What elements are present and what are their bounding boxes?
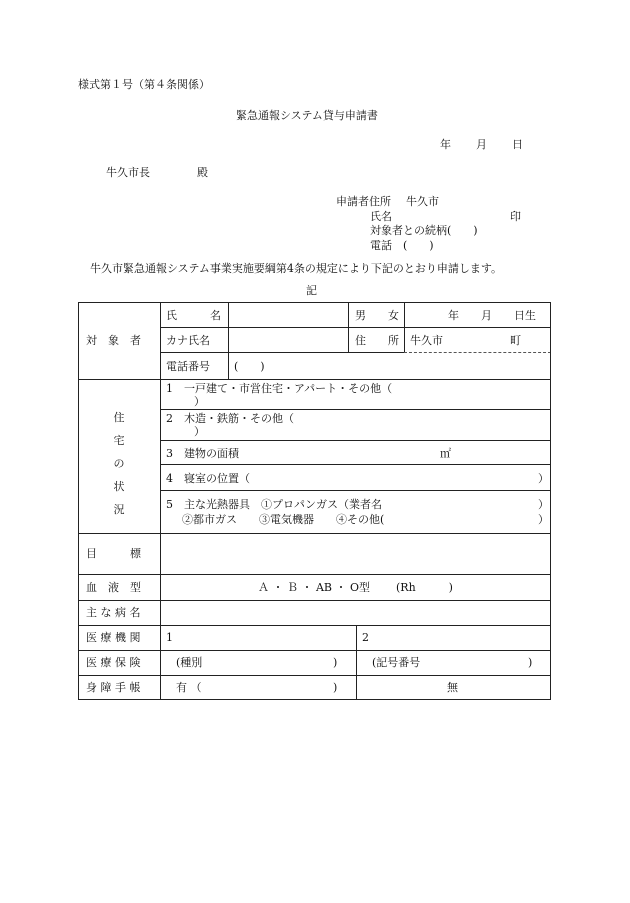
- blood-type-options[interactable]: Ａ ・ Ｂ ・ AB ・ O型: [258, 581, 371, 594]
- application-form-table: [78, 302, 551, 700]
- disability-handbook-label: 身 障 手 帳: [86, 681, 141, 694]
- applicant-address-value: 牛久市: [406, 195, 439, 208]
- applicant-address-label: 申請者住所: [336, 195, 391, 208]
- birth-date-field[interactable]: 年 月 日生: [448, 309, 536, 322]
- date-month-label: 月: [476, 138, 487, 151]
- insurance-number-close: ): [528, 656, 533, 669]
- main-disease-label: 主 な 病 名: [86, 606, 141, 619]
- gender-options[interactable]: 男 女: [355, 309, 399, 322]
- goal-label: 目 標: [86, 547, 141, 560]
- medical-institution-2[interactable]: 2: [362, 631, 369, 644]
- disability-yes-close: ): [333, 681, 338, 694]
- target-person-label: 対 象 者: [86, 334, 141, 347]
- heating-appliances-close-1: ）: [538, 498, 549, 511]
- floor-area-unit: ㎡: [440, 447, 451, 460]
- address-city: 牛久市: [410, 334, 443, 347]
- kana-name-label: カナ氏名: [166, 334, 210, 347]
- addressee: 牛久市長: [106, 166, 150, 179]
- bedroom-location-label[interactable]: 4 寝室の位置（: [166, 472, 250, 485]
- goal-field[interactable]: [164, 538, 544, 570]
- housing-type-close: ）: [194, 395, 205, 408]
- kana-name-field[interactable]: [230, 330, 346, 350]
- blood-type-label: 血 液 型: [86, 581, 141, 594]
- address-town: 町: [510, 334, 521, 347]
- housing-type-option[interactable]: 1 一戸建て・市営住宅・アパート・その他（: [166, 382, 393, 395]
- floor-area-label: 3 建物の面積: [166, 447, 239, 460]
- medical-insurance-label: 医 療 保 険: [86, 656, 141, 669]
- bedroom-location-close: ）: [538, 472, 549, 485]
- applicant-name-label: 氏名: [370, 210, 392, 223]
- insurance-type-close: ): [333, 656, 338, 669]
- insurance-type-field[interactable]: (種別: [176, 656, 203, 669]
- address-label: 住 所: [355, 334, 399, 347]
- structure-close: ）: [194, 425, 205, 438]
- medical-institution-1[interactable]: 1: [166, 631, 173, 644]
- phone-field[interactable]: ( ): [234, 360, 265, 373]
- medical-institution-label: 医 療 機 関: [86, 631, 141, 644]
- phone-label: 電話番号: [166, 360, 210, 373]
- insurance-number-field[interactable]: (記号番号: [372, 656, 421, 669]
- honorific: 殿: [197, 166, 208, 179]
- disability-no-option[interactable]: 無: [447, 681, 458, 694]
- date-year-label: 年: [440, 138, 451, 151]
- applicant-phone-label: 電話 ( ): [370, 239, 434, 252]
- main-disease-field[interactable]: [164, 602, 544, 622]
- structure-option[interactable]: 2 木造・鉄筋・その他（: [166, 412, 294, 425]
- heating-appliances-label[interactable]: 5 主な光熱器具 ①プロパンガス（業者名: [166, 498, 382, 511]
- ki-mark: 記: [306, 284, 317, 297]
- form-number: 様式第１号（第４条関係）: [78, 78, 210, 91]
- name-label: 氏 名: [166, 309, 221, 322]
- name-field[interactable]: [230, 305, 346, 325]
- intro-text: 牛久市緊急通報システム事業実施要綱第4条の規定により下記のとおり申請します。: [90, 262, 503, 275]
- date-day-label: 日: [512, 138, 523, 151]
- heating-appliances-close-2: ）: [538, 513, 549, 526]
- disability-yes-option[interactable]: 有 （: [176, 681, 202, 694]
- housing-status-label: 住 宅 の 状 況: [113, 411, 125, 516]
- form-title: 緊急通報システム貸与申請書: [236, 109, 378, 122]
- blood-rh-field[interactable]: (Rh ): [396, 581, 453, 594]
- heating-appliances-options[interactable]: ②都市ガス ③電気機器 ④その他(: [182, 513, 385, 526]
- applicant-relation-label: 対象者との続柄( ): [370, 224, 478, 237]
- seal-mark: 印: [510, 210, 521, 223]
